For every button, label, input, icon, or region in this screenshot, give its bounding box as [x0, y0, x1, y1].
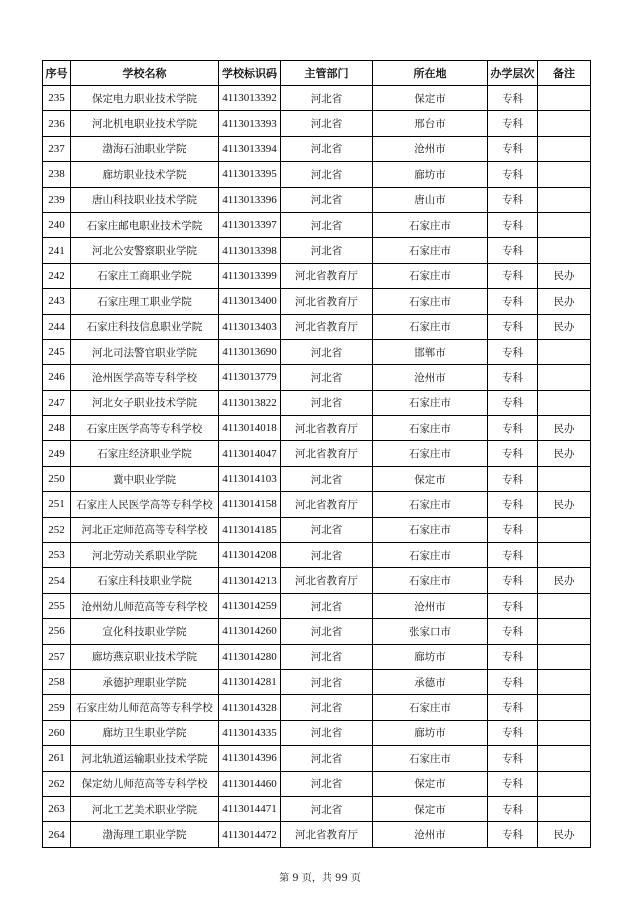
cell-authority: 河北省: [281, 669, 373, 694]
table-row: [43, 289, 591, 314]
cell-authority: 河北省: [281, 746, 373, 771]
table-row: [43, 136, 591, 161]
cell-no: 240: [43, 212, 71, 237]
cell-school-name: 渤海石油职业学院: [71, 136, 219, 161]
table-row: [43, 669, 591, 694]
cell-authority: 河北省: [281, 390, 373, 415]
cell-authority: 河北省: [281, 162, 373, 187]
cell-no: 258: [43, 669, 71, 694]
cell-school-name: 保定幼儿师范高等专科学校: [71, 771, 219, 796]
cell-level: 专科: [488, 644, 538, 669]
cell-authority: 河北省: [281, 238, 373, 263]
cell-authority: 河北省教育厅: [281, 568, 373, 593]
cell-school-code: 4113014047: [219, 441, 281, 466]
cell-note: 民办: [538, 492, 591, 517]
table-row: [43, 212, 591, 237]
cell-location: 石家庄市: [373, 568, 488, 593]
cell-note: [538, 746, 591, 771]
cell-level: 专科: [488, 669, 538, 694]
cell-level: 专科: [488, 339, 538, 364]
cell-note: [538, 593, 591, 618]
cell-authority: 河北省: [281, 644, 373, 669]
table-body: [43, 86, 591, 848]
cell-school-code: 4113014260: [219, 619, 281, 644]
cell-level: 专科: [488, 771, 538, 796]
column-header-no: 序号: [43, 61, 71, 86]
cell-location: 保定市: [373, 466, 488, 491]
cell-school-name: 河北轨道运输职业技术学院: [71, 746, 219, 771]
table-row: [43, 238, 591, 263]
cell-school-code: 4113014280: [219, 644, 281, 669]
column-header-authority: 主管部门: [281, 61, 373, 86]
cell-no: 249: [43, 441, 71, 466]
cell-authority: 河北省教育厅: [281, 263, 373, 288]
cell-note: [538, 212, 591, 237]
cell-note: 民办: [538, 568, 591, 593]
cell-location: 石家庄市: [373, 543, 488, 568]
table-row: [43, 771, 591, 796]
cell-level: 专科: [488, 390, 538, 415]
cell-no: 239: [43, 187, 71, 212]
cell-school-name: 石家庄科技职业学院: [71, 568, 219, 593]
cell-note: [538, 619, 591, 644]
table-row: [43, 822, 591, 847]
cell-location: 保定市: [373, 771, 488, 796]
cell-location: 承德市: [373, 669, 488, 694]
table-row: [43, 796, 591, 821]
cell-note: [538, 390, 591, 415]
cell-level: 专科: [488, 111, 538, 136]
cell-level: 专科: [488, 416, 538, 441]
cell-school-name: 承德护理职业学院: [71, 669, 219, 694]
cell-note: [538, 111, 591, 136]
cell-location: 张家口市: [373, 619, 488, 644]
cell-level: 专科: [488, 517, 538, 542]
cell-location: 石家庄市: [373, 492, 488, 517]
cell-authority: 河北省: [281, 365, 373, 390]
cell-level: 专科: [488, 822, 538, 847]
cell-note: [538, 238, 591, 263]
cell-no: 244: [43, 314, 71, 339]
cell-note: [538, 771, 591, 796]
cell-note: [538, 796, 591, 821]
cell-level: 专科: [488, 441, 538, 466]
table-row: [43, 162, 591, 187]
cell-note: [538, 720, 591, 745]
cell-note: 民办: [538, 441, 591, 466]
cell-school-name: 唐山科技职业技术学院: [71, 187, 219, 212]
school-list-table: [42, 60, 591, 848]
cell-school-code: 4113014472: [219, 822, 281, 847]
cell-authority: 河北省: [281, 187, 373, 212]
cell-authority: 河北省: [281, 111, 373, 136]
cell-school-name: 石家庄理工职业学院: [71, 289, 219, 314]
cell-no: 243: [43, 289, 71, 314]
cell-location: 石家庄市: [373, 517, 488, 542]
cell-school-code: 4113014328: [219, 695, 281, 720]
cell-school-name: 廊坊燕京职业技术学院: [71, 644, 219, 669]
cell-school-name: 河北女子职业技术学院: [71, 390, 219, 415]
cell-school-name: 保定电力职业技术学院: [71, 86, 219, 111]
cell-authority: 河北省: [281, 619, 373, 644]
cell-location: 石家庄市: [373, 441, 488, 466]
cell-authority: 河北省: [281, 136, 373, 161]
cell-level: 专科: [488, 314, 538, 339]
cell-school-code: 4113013690: [219, 339, 281, 364]
cell-level: 专科: [488, 289, 538, 314]
cell-authority: 河北省: [281, 212, 373, 237]
cell-authority: 河北省: [281, 339, 373, 364]
cell-location: 石家庄市: [373, 416, 488, 441]
cell-school-name: 石家庄邮电职业技术学院: [71, 212, 219, 237]
cell-school-name: 石家庄工商职业学院: [71, 263, 219, 288]
cell-level: 专科: [488, 593, 538, 618]
cell-authority: 河北省教育厅: [281, 416, 373, 441]
cell-location: 石家庄市: [373, 746, 488, 771]
cell-no: 247: [43, 390, 71, 415]
cell-authority: 河北省教育厅: [281, 289, 373, 314]
cell-location: 邢台市: [373, 111, 488, 136]
cell-level: 专科: [488, 796, 538, 821]
cell-location: 邯郸市: [373, 339, 488, 364]
cell-note: [538, 695, 591, 720]
header-row: [43, 61, 591, 86]
cell-school-code: 4113013397: [219, 212, 281, 237]
cell-location: 沧州市: [373, 136, 488, 161]
cell-no: 241: [43, 238, 71, 263]
cell-location: 沧州市: [373, 593, 488, 618]
column-header-note: 备注: [538, 61, 591, 86]
table-row: [43, 314, 591, 339]
cell-school-name: 石家庄经济职业学院: [71, 441, 219, 466]
cell-school-name: 河北公安警察职业学院: [71, 238, 219, 263]
cell-no: 261: [43, 746, 71, 771]
cell-level: 专科: [488, 543, 538, 568]
cell-school-code: 4113013822: [219, 390, 281, 415]
cell-school-name: 廊坊卫生职业学院: [71, 720, 219, 745]
cell-school-code: 4113014335: [219, 720, 281, 745]
cell-authority: 河北省教育厅: [281, 441, 373, 466]
table-row: [43, 111, 591, 136]
cell-location: 石家庄市: [373, 289, 488, 314]
cell-no: 242: [43, 263, 71, 288]
cell-school-code: 4113013395: [219, 162, 281, 187]
cell-level: 专科: [488, 492, 538, 517]
cell-authority: 河北省: [281, 695, 373, 720]
cell-note: [538, 517, 591, 542]
table-row: [43, 492, 591, 517]
cell-school-name: 河北正定师范高等专科学校: [71, 517, 219, 542]
cell-authority: 河北省教育厅: [281, 314, 373, 339]
table-row: [43, 644, 591, 669]
column-header-location: 所在地: [373, 61, 488, 86]
cell-school-code: 4113013392: [219, 86, 281, 111]
cell-no: 237: [43, 136, 71, 161]
table-row: [43, 746, 591, 771]
cell-authority: 河北省: [281, 466, 373, 491]
table-row: [43, 619, 591, 644]
cell-no: 257: [43, 644, 71, 669]
cell-location: 保定市: [373, 796, 488, 821]
cell-level: 专科: [488, 695, 538, 720]
cell-note: 民办: [538, 416, 591, 441]
cell-location: 石家庄市: [373, 238, 488, 263]
column-header-school-name: 学校名称: [71, 61, 219, 86]
cell-school-code: 4113013394: [219, 136, 281, 161]
cell-note: 民办: [538, 263, 591, 288]
cell-level: 专科: [488, 136, 538, 161]
cell-level: 专科: [488, 162, 538, 187]
page-number-footer: 第 9 页，共 99 页: [279, 873, 361, 884]
cell-note: [538, 162, 591, 187]
table-row: [43, 517, 591, 542]
cell-note: [538, 86, 591, 111]
cell-level: 专科: [488, 187, 538, 212]
cell-note: [538, 136, 591, 161]
cell-location: 廊坊市: [373, 720, 488, 745]
cell-location: 保定市: [373, 86, 488, 111]
cell-location: 石家庄市: [373, 263, 488, 288]
table-row: [43, 441, 591, 466]
cell-no: 245: [43, 339, 71, 364]
cell-school-code: 4113014103: [219, 466, 281, 491]
cell-school-code: 4113014185: [219, 517, 281, 542]
cell-school-code: 4113014396: [219, 746, 281, 771]
cell-school-code: 4113013400: [219, 289, 281, 314]
column-header-school-code: 学校标识码: [219, 61, 281, 86]
cell-level: 专科: [488, 365, 538, 390]
cell-authority: 河北省: [281, 771, 373, 796]
cell-location: 石家庄市: [373, 212, 488, 237]
cell-level: 专科: [488, 86, 538, 111]
cell-school-code: 4113014213: [219, 568, 281, 593]
cell-school-name: 石家庄科技信息职业学院: [71, 314, 219, 339]
table-row: [43, 466, 591, 491]
cell-level: 专科: [488, 212, 538, 237]
cell-location: 石家庄市: [373, 390, 488, 415]
table-row: [43, 593, 591, 618]
cell-no: 255: [43, 593, 71, 618]
cell-location: 唐山市: [373, 187, 488, 212]
table-row: [43, 263, 591, 288]
cell-school-name: 沧州幼儿师范高等专科学校: [71, 593, 219, 618]
cell-level: 专科: [488, 238, 538, 263]
cell-level: 专科: [488, 263, 538, 288]
cell-no: 262: [43, 771, 71, 796]
cell-school-code: 4113014471: [219, 796, 281, 821]
cell-school-name: 河北机电职业技术学院: [71, 111, 219, 136]
cell-school-name: 石家庄幼儿师范高等专科学校: [71, 695, 219, 720]
column-header-level: 办学层次: [488, 61, 538, 86]
cell-level: 专科: [488, 568, 538, 593]
cell-school-name: 河北司法警官职业学院: [71, 339, 219, 364]
cell-note: 民办: [538, 822, 591, 847]
table-row: [43, 543, 591, 568]
cell-school-code: 4113013403: [219, 314, 281, 339]
cell-school-name: 冀中职业学院: [71, 466, 219, 491]
cell-school-code: 4113013396: [219, 187, 281, 212]
cell-school-code: 4113013399: [219, 263, 281, 288]
cell-no: 251: [43, 492, 71, 517]
cell-location: 沧州市: [373, 822, 488, 847]
cell-school-code: 4113014259: [219, 593, 281, 618]
cell-note: [538, 543, 591, 568]
cell-no: 256: [43, 619, 71, 644]
cell-level: 专科: [488, 720, 538, 745]
cell-note: [538, 339, 591, 364]
cell-level: 专科: [488, 746, 538, 771]
cell-note: [538, 669, 591, 694]
cell-note: 民办: [538, 289, 591, 314]
table-row: [43, 416, 591, 441]
cell-school-name: 廊坊职业技术学院: [71, 162, 219, 187]
cell-note: [538, 365, 591, 390]
cell-location: 石家庄市: [373, 314, 488, 339]
table-header: [43, 61, 591, 86]
cell-level: 专科: [488, 619, 538, 644]
cell-no: 238: [43, 162, 71, 187]
cell-authority: 河北省: [281, 517, 373, 542]
table-row: [43, 695, 591, 720]
cell-note: [538, 644, 591, 669]
cell-location: 廊坊市: [373, 644, 488, 669]
cell-school-code: 4113014460: [219, 771, 281, 796]
cell-authority: 河北省: [281, 796, 373, 821]
cell-location: 石家庄市: [373, 695, 488, 720]
cell-note: [538, 187, 591, 212]
cell-authority: 河北省: [281, 720, 373, 745]
cell-no: 254: [43, 568, 71, 593]
table-row: [43, 365, 591, 390]
cell-note: [538, 466, 591, 491]
cell-level: 专科: [488, 466, 538, 491]
cell-school-code: 4113014158: [219, 492, 281, 517]
cell-school-name: 石家庄人民医学高等专科学校: [71, 492, 219, 517]
cell-school-code: 4113013393: [219, 111, 281, 136]
cell-no: 259: [43, 695, 71, 720]
table-row: [43, 339, 591, 364]
cell-no: 246: [43, 365, 71, 390]
cell-authority: 河北省: [281, 86, 373, 111]
cell-school-name: 河北劳动关系职业学院: [71, 543, 219, 568]
cell-note: 民办: [538, 314, 591, 339]
cell-school-code: 4113013398: [219, 238, 281, 263]
cell-no: 264: [43, 822, 71, 847]
table-row: [43, 86, 591, 111]
cell-authority: 河北省教育厅: [281, 492, 373, 517]
cell-no: 236: [43, 111, 71, 136]
cell-school-code: 4113014208: [219, 543, 281, 568]
cell-school-name: 沧州医学高等专科学校: [71, 365, 219, 390]
cell-no: 253: [43, 543, 71, 568]
cell-authority: 河北省教育厅: [281, 822, 373, 847]
cell-school-name: 河北工艺美术职业学院: [71, 796, 219, 821]
cell-school-name: 宣化科技职业学院: [71, 619, 219, 644]
cell-authority: 河北省: [281, 543, 373, 568]
cell-location: 沧州市: [373, 365, 488, 390]
cell-no: 260: [43, 720, 71, 745]
table-row: [43, 187, 591, 212]
cell-school-name: 渤海理工职业学院: [71, 822, 219, 847]
cell-authority: 河北省: [281, 593, 373, 618]
table-row: [43, 568, 591, 593]
cell-no: 252: [43, 517, 71, 542]
cell-no: 263: [43, 796, 71, 821]
table-row: [43, 720, 591, 745]
cell-school-code: 4113013779: [219, 365, 281, 390]
cell-no: 248: [43, 416, 71, 441]
cell-location: 廊坊市: [373, 162, 488, 187]
cell-no: 250: [43, 466, 71, 491]
table-row: [43, 390, 591, 415]
cell-school-code: 4113014018: [219, 416, 281, 441]
cell-school-name: 石家庄医学高等专科学校: [71, 416, 219, 441]
cell-school-code: 4113014281: [219, 669, 281, 694]
cell-no: 235: [43, 86, 71, 111]
